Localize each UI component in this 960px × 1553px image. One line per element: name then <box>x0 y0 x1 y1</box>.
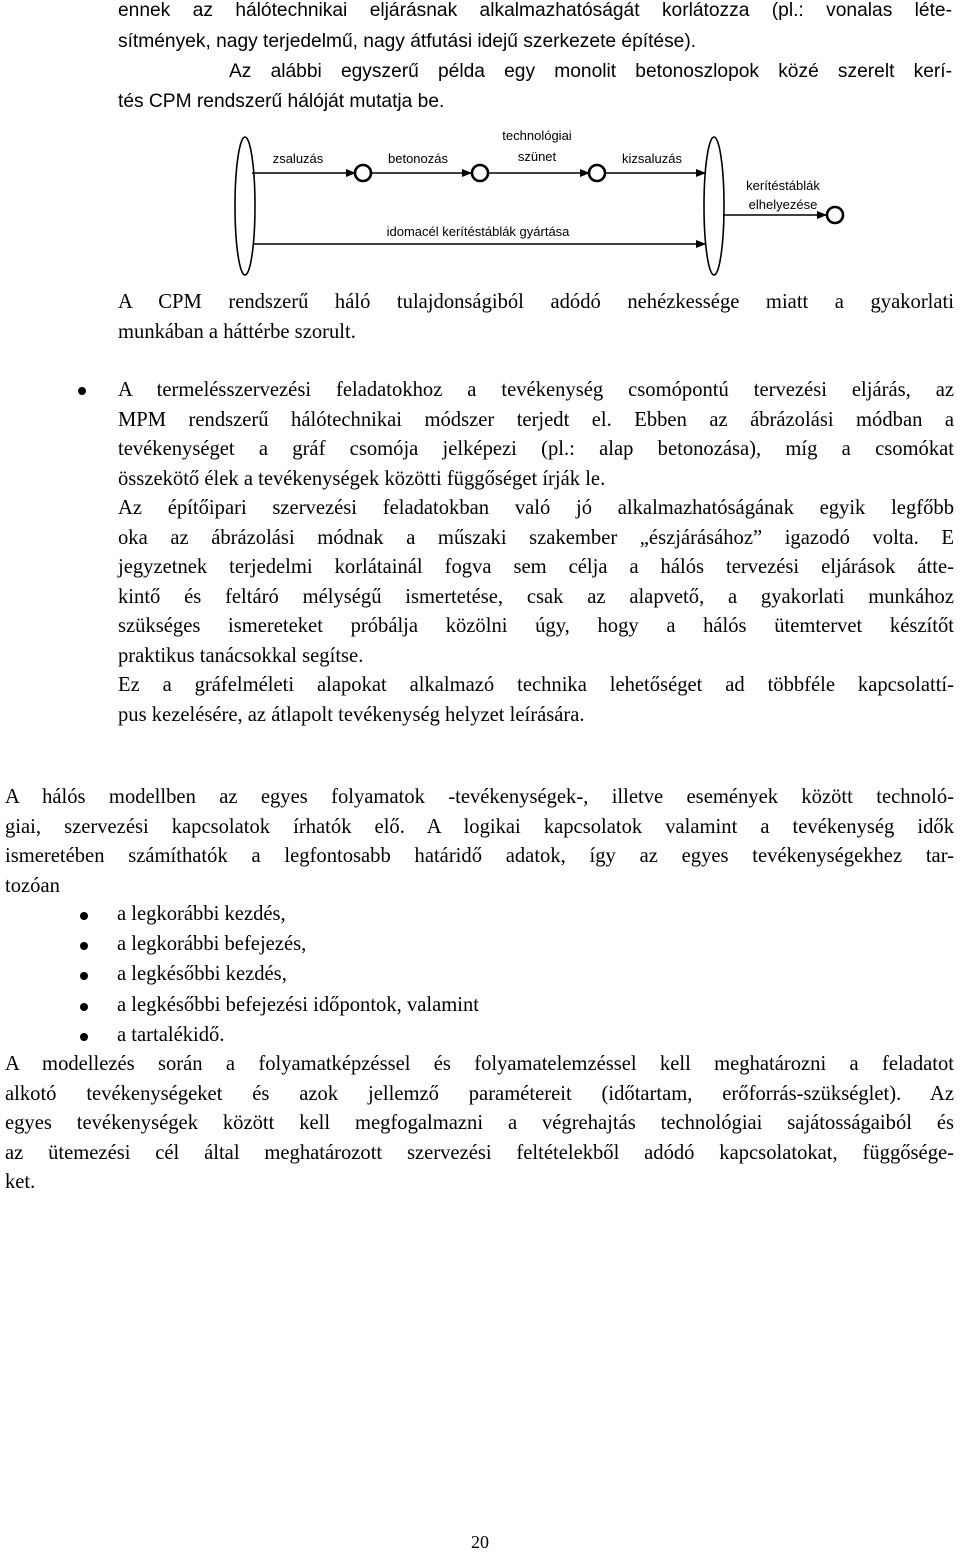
text-line: A CPM rendszerű háló tulajdonságiból adódó nehézkessége miatt a gyakorlati <box>118 291 954 313</box>
start-event-ellipse <box>235 137 255 275</box>
text-line: tevékenységet a gráf csomója jelképezi (pl.: alap betonozása), míg a csomókat <box>118 438 954 460</box>
text-line: praktikus tanácsokkal segítse. <box>118 644 364 667</box>
text-line: oka az ábrázolási módnak a műszaki szakember „észjárásához” igazodó volta. E <box>118 526 954 549</box>
text-line: A termelésszervezési feladatokhoz a tevékenység csomópontú tervezési eljárás, az <box>118 379 954 401</box>
label-zsaluzas: zsaluzás <box>272 151 324 166</box>
text-line: az ütemezési cél által meghatározott szervezési feltételekből adódó kapcsolatokat, függősége- <box>5 1141 954 1164</box>
bullet-icon <box>78 387 86 395</box>
node-3 <box>589 165 605 181</box>
text-line: giai, szervezési kapcsolatok írhatók elő. A logikai kapcsolatok valamint a tevékenység idők <box>5 815 954 838</box>
text-line: ket. <box>5 1171 36 1193</box>
bullet-icon <box>80 912 88 920</box>
bullet-icon <box>80 1003 88 1011</box>
cpm-paragraph <box>118 288 954 347</box>
bullet-icon <box>80 972 88 980</box>
text-line: szükséges ismereteket próbálja közölni úgy, hogy a hálós ütemtervet készítőt <box>118 615 954 637</box>
intro-line: ennek az hálótechnikai eljárásnak alkalmazhatóságát korlátozza (pl.: vonalas léte- <box>118 0 952 21</box>
intro-line: sítmények, nagy terjedelmű, nagy átfutási idejű szerkezete építése). <box>118 30 697 52</box>
text-line: munkában a háttérbe szorult. <box>118 320 356 343</box>
label-idomacel: idomacél kerítéstáblák gyártása <box>386 224 570 239</box>
final-paragraph <box>5 1050 954 1198</box>
text-line: pus kezelésére, az átlapolt tevékenység helyzet leírására. <box>118 703 585 726</box>
label-szunet: szünet <box>517 149 557 164</box>
list-item: a legkorábbi befejezés, <box>117 933 307 955</box>
list-item: a legkésőbbi kezdés, <box>117 963 287 985</box>
label-elhelyezese: elhelyezése <box>748 197 818 212</box>
list-item: a tartalékidő. <box>117 1024 225 1046</box>
text-line: jegyzetnek terjedelmi korlátainál fogva sem célja a hálós tervezési eljárások átte- <box>118 556 954 578</box>
cpm-network-diagram <box>0 0 960 290</box>
text-line: összekötő élek a tevékenységek közötti függőséget írják le. <box>118 467 606 490</box>
text-line: egyes tevékenységek között kell megfogalmazni a végrehajtás technológiai sajátosságaiból és <box>5 1112 954 1134</box>
text-line: ismeretében számíthatók a legfontosabb határidő adatok, így az egyes tevékenységekhez tar- <box>5 845 954 867</box>
label-betonozas: betonozás <box>388 151 448 166</box>
list-item: a legkésőbbi befejezési időpontok, valamint <box>117 994 479 1016</box>
text-line: kintő és feltáró mélységű ismertetése, csak az alapvető, a gyakorlati munkához <box>118 585 954 608</box>
label-keritestablak: kerítéstáblák <box>746 178 820 193</box>
label-technologiai: technológiai <box>502 128 572 143</box>
text-line: tozóan <box>5 874 60 897</box>
text-line: Az építőipari szervezési feladatokban való jó alkalmazhatóságának egyik legfőbb <box>118 497 954 519</box>
text-line: A hálós modellben az egyes folyamatok -tevékenységek-, illetve események között technoló- <box>5 786 954 808</box>
label-kizsaluzas: kizsaluzás <box>622 151 682 166</box>
page-number: 20 <box>471 1532 489 1552</box>
text-line: MPM rendszerű hálótechnikai módszer terjedt el. Ebben az ábrázolási módban a <box>118 408 954 431</box>
text-line: Ez a gráfelméleti alapokat alkalmazó technika lehetőséget ad többféle kapcsolattí- <box>118 674 954 696</box>
list-item: a legkorábbi kezdés, <box>117 903 286 925</box>
intro-line: Az alábbi egyszerű példa egy monolit betonoszlopok közé szerelt kerí- <box>229 61 952 82</box>
mpm-bullet-paragraph <box>118 376 954 730</box>
bullet-icon <box>80 1033 88 1041</box>
node-2 <box>472 165 488 181</box>
node-1 <box>355 165 371 181</box>
model-paragraph <box>5 783 954 901</box>
text-line: alkotó tevékenységeket és azok jellemző paramétereit (időtartam, erőforrás-szükséglet). Az <box>5 1082 954 1105</box>
end-event-ellipse <box>704 137 724 275</box>
bullet-icon <box>80 942 88 950</box>
node-end <box>827 207 843 223</box>
intro-line: tés CPM rendszerű hálóját mutatja be. <box>118 91 445 112</box>
text-line: A modellezés során a folyamatképzéssel és folyamatelemzéssel kell meghatározni a feladatot <box>5 1053 954 1075</box>
